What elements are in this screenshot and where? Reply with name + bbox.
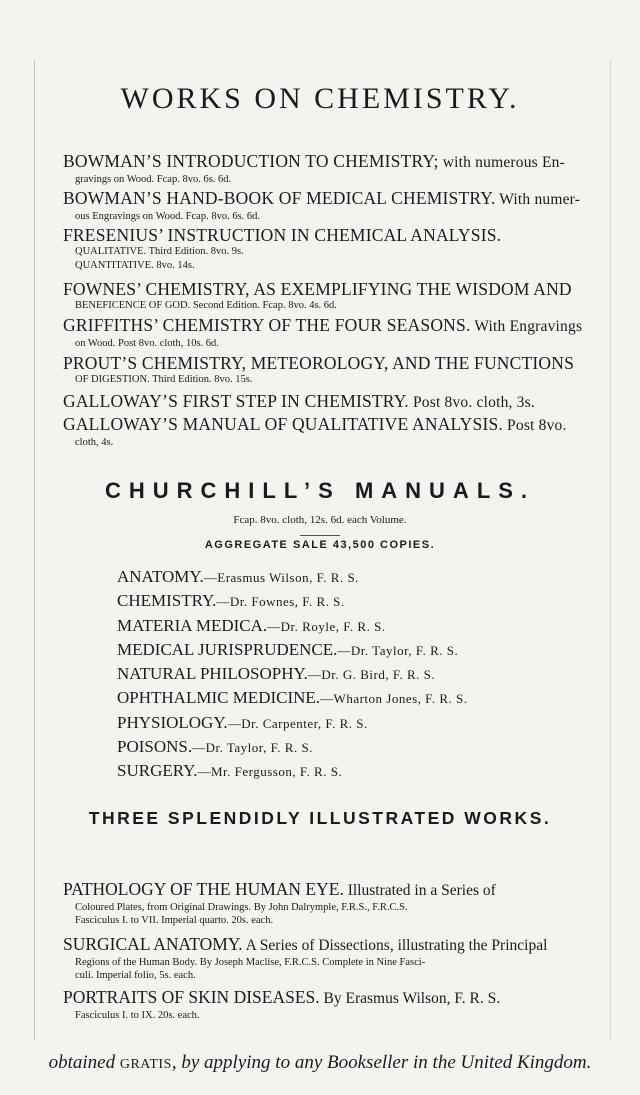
entry-title: FRESENIUS’ INSTRUCTION IN CHEMICAL ANALYSIS. xyxy=(63,225,502,245)
entry-title: PROUT’S CHEMISTRY, METEOROLOGY, AND THE FUNCTIONS xyxy=(63,353,575,373)
footer-gratis: GRATIS xyxy=(119,1057,172,1072)
entry-details: gravings on Wood. Fcap. 8vo. 6s. 6d. xyxy=(75,174,232,185)
manual-subject: NATURAL PHILOSOPHY. xyxy=(117,664,308,684)
entry-details: Coloured Plates, from Original Drawings. By John Dalrymple, F.R.S., F.R.C.S. xyxy=(75,902,408,913)
chemistry-entry xyxy=(63,414,603,450)
footer-note xyxy=(0,1052,640,1074)
entry-title-cont: Illustrated in a Series of xyxy=(343,882,496,899)
entry-title: GRIFFITHS’ CHEMISTRY OF THE FOUR SEASONS. xyxy=(63,315,471,335)
manual-subject: SURGERY. xyxy=(117,761,198,781)
entry-details: OF DIGESTION. Third Edition. 8vo. 15s. xyxy=(75,374,253,385)
manual-author: —Dr. Taylor, F. R. S. xyxy=(192,740,313,756)
chemistry-entry xyxy=(63,151,603,187)
chemistry-entry xyxy=(63,353,603,387)
manual-subject: MEDICAL JURISPRUDENCE. xyxy=(117,639,338,659)
list-item xyxy=(117,686,468,710)
page-title: WORKS ON CHEMISTRY. xyxy=(120,82,520,115)
entry-details: QUALITATIVE. Third Edition. 8vo. 9s. xyxy=(75,246,244,257)
chemistry-entry xyxy=(63,279,603,313)
manual-author: —Dr. G. Bird, F. R. S. xyxy=(307,667,436,683)
chemistry-entry xyxy=(63,188,603,224)
entry-details: on Wood. Post 8vo. cloth, 10s. 6d. xyxy=(75,338,219,349)
footer-text: , by applying to any Bookseller in the United Kingdom. xyxy=(171,1052,592,1073)
entry-title: FOWNES’ CHEMISTRY, AS EXEMPLIFYING THE WISDOM AND xyxy=(63,279,572,299)
entry-title: SURGICAL ANATOMY. xyxy=(63,934,243,954)
list-item xyxy=(117,614,468,638)
manual-subject: ANATOMY. xyxy=(117,567,204,586)
manual-subject: CHEMISTRY. xyxy=(117,591,217,611)
chemistry-entry xyxy=(63,391,603,413)
list-item xyxy=(117,711,468,735)
illustrated-works-heading: THREE SPLENDIDLY ILLUSTRATED WORKS. xyxy=(88,808,552,828)
entry-title-cont: Post 8vo. cloth, 3s. xyxy=(408,394,535,411)
entry-title: BOWMAN’S HAND-BOOK OF MEDICAL CHEMISTRY. xyxy=(63,188,496,208)
entry-title: GALLOWAY’S MANUAL OF QUALITATIVE ANALYSIS. xyxy=(63,414,503,434)
entry-details: QUANTITATIVE. 8vo. 14s. xyxy=(75,260,195,271)
entry-title-cont: With numer- xyxy=(495,191,581,208)
entry-title-cont: A Series of Dissections, illustrating the Principal xyxy=(242,937,548,954)
chemistry-entry xyxy=(63,225,603,273)
entry-details: Fasciculus I. to IX. 20s. each. xyxy=(75,1010,200,1021)
manual-author: —Dr. Taylor, F. R. S. xyxy=(337,642,459,658)
manuals-list xyxy=(117,565,468,784)
manual-subject: PHYSIOLOGY. xyxy=(117,712,228,732)
manuals-price-note: Fcap. 8vo. cloth, 12s. 6d. each Volume. xyxy=(233,514,407,526)
list-item xyxy=(117,662,468,686)
entry-title-cont: With Engravings xyxy=(470,318,583,335)
manual-author: —Dr. Fownes, F. R. S. xyxy=(216,594,345,610)
list-item xyxy=(117,589,468,613)
manual-author: —Mr. Fergusson, F. R. S. xyxy=(197,764,343,780)
manual-subject: POISONS. xyxy=(117,737,193,757)
entry-details: BENEFICENCE OF GOD. Second Edition. Fcap. 8vo. 4s. 6d. xyxy=(75,300,337,311)
manual-author: —Wharton Jones, F. R. S. xyxy=(320,691,468,707)
entry-details: culi. Imperial folio, 5s. each. xyxy=(75,970,196,981)
entry-title-cont: By Erasmus Wilson, F. R. S. xyxy=(319,990,501,1007)
manual-subject: MATERIA MEDICA. xyxy=(117,615,268,635)
manual-subject: OPHTHALMIC MEDICINE. xyxy=(117,688,321,708)
list-item xyxy=(117,638,468,662)
manual-author: —Dr. Carpenter, F. R. S. xyxy=(227,715,368,731)
entry-title: PORTRAITS OF SKIN DISEASES. xyxy=(63,987,320,1007)
illustrated-entry xyxy=(63,879,608,927)
list-item xyxy=(117,759,468,783)
manual-author: —Dr. Royle, F. R. S. xyxy=(267,618,386,634)
chemistry-entry xyxy=(63,315,603,351)
entry-title: PATHOLOGY OF THE HUMAN EYE. xyxy=(63,879,344,899)
list-item xyxy=(117,735,468,759)
entry-title-cont: Post 8vo. xyxy=(502,417,567,434)
manual-author: —Erasmus Wilson, F. R. S. xyxy=(203,570,359,585)
entry-title-cont: with numerous En- xyxy=(438,154,565,171)
entry-details: ous Engravings on Wood. Fcap. 8vo. 6s. 6d. xyxy=(75,211,261,222)
manuals-heading: CHURCHILL’S MANUALS. xyxy=(104,478,536,503)
list-item xyxy=(117,565,468,589)
manuals-sale-note: AGGREGATE SALE 43,500 COPIES. xyxy=(204,539,436,551)
entry-details: Fasciculus I. to VII. Imperial quarto. 20s. each. xyxy=(75,915,274,926)
entry-title: BOWMAN’S INTRODUCTION TO CHEMISTRY; xyxy=(63,151,439,171)
illustrated-entry xyxy=(63,987,608,1022)
entry-title: GALLOWAY’S FIRST STEP IN CHEMISTRY. xyxy=(63,391,409,411)
entry-details: cloth, 4s. xyxy=(75,437,114,448)
entry-details: Regions of the Human Body. By Joseph Maclise, F.R.C.S. Complete in Nine Fasci- xyxy=(75,957,426,968)
illustrated-entry xyxy=(63,934,608,982)
divider xyxy=(300,535,340,536)
footer-text: obtained xyxy=(48,1052,120,1073)
